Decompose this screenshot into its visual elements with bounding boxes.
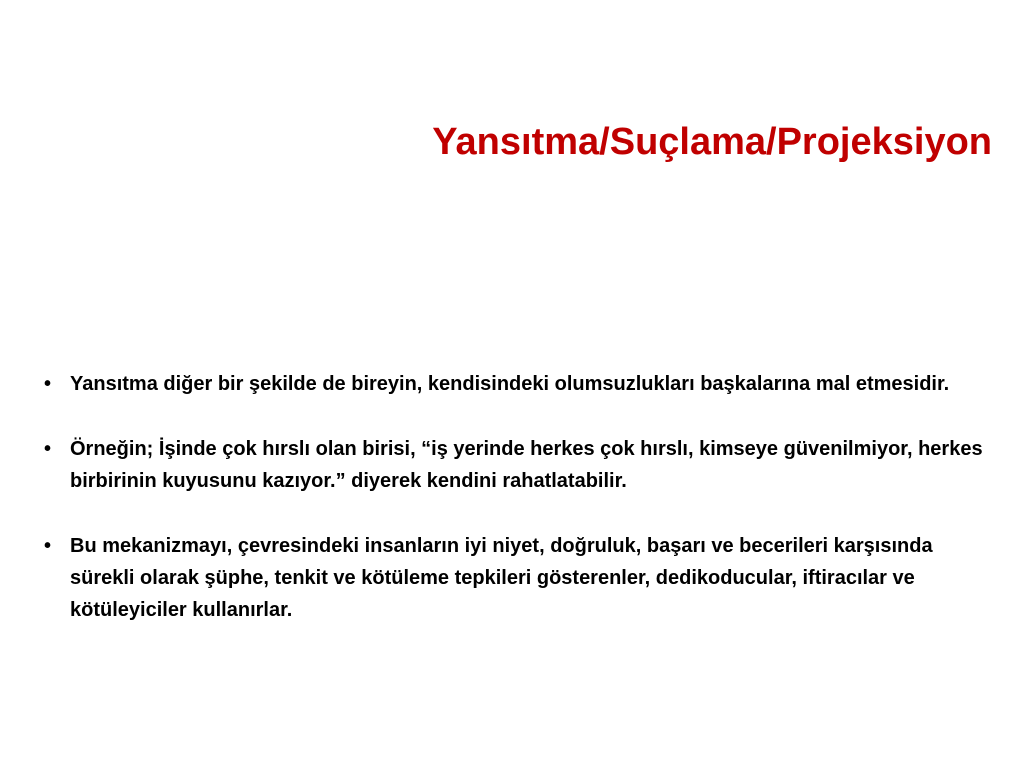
bullet-icon: • [44,535,52,557]
bullet-text: Yansıtma diğer bir şekilde de bireyin, kendisindeki olumsuzlukları başkalarına mal etmesidir. [70,373,950,395]
bullet-text: Örneğin; İşinde çok hırslı olan birisi, “iş yerinde herkes çok hırslı, kimseye güvenilmiyor, herkes birbirinin kuyusunu kazıyor.” diyerek kendini rahatlatabilir. [70,438,983,492]
bullet-item [44,433,994,497]
bullet-list [44,368,994,626]
slide-title: Yansıtma/Suçlama/Projeksiyon [432,121,992,163]
bullet-item [44,368,994,400]
bullet-icon: • [44,373,52,395]
bullet-item [44,530,994,626]
bullet-text: Bu mekanizmayı, çevresindeki insanların iyi niyet, doğruluk, başarı ve becerileri karşısında sürekli olarak şüphe, tenkit ve kötüleme tepkileri gösterenler, dedikoducular, iftiracılar ve kötüleyiciler kullanırlar. [70,535,933,621]
bullet-icon: • [44,438,52,460]
